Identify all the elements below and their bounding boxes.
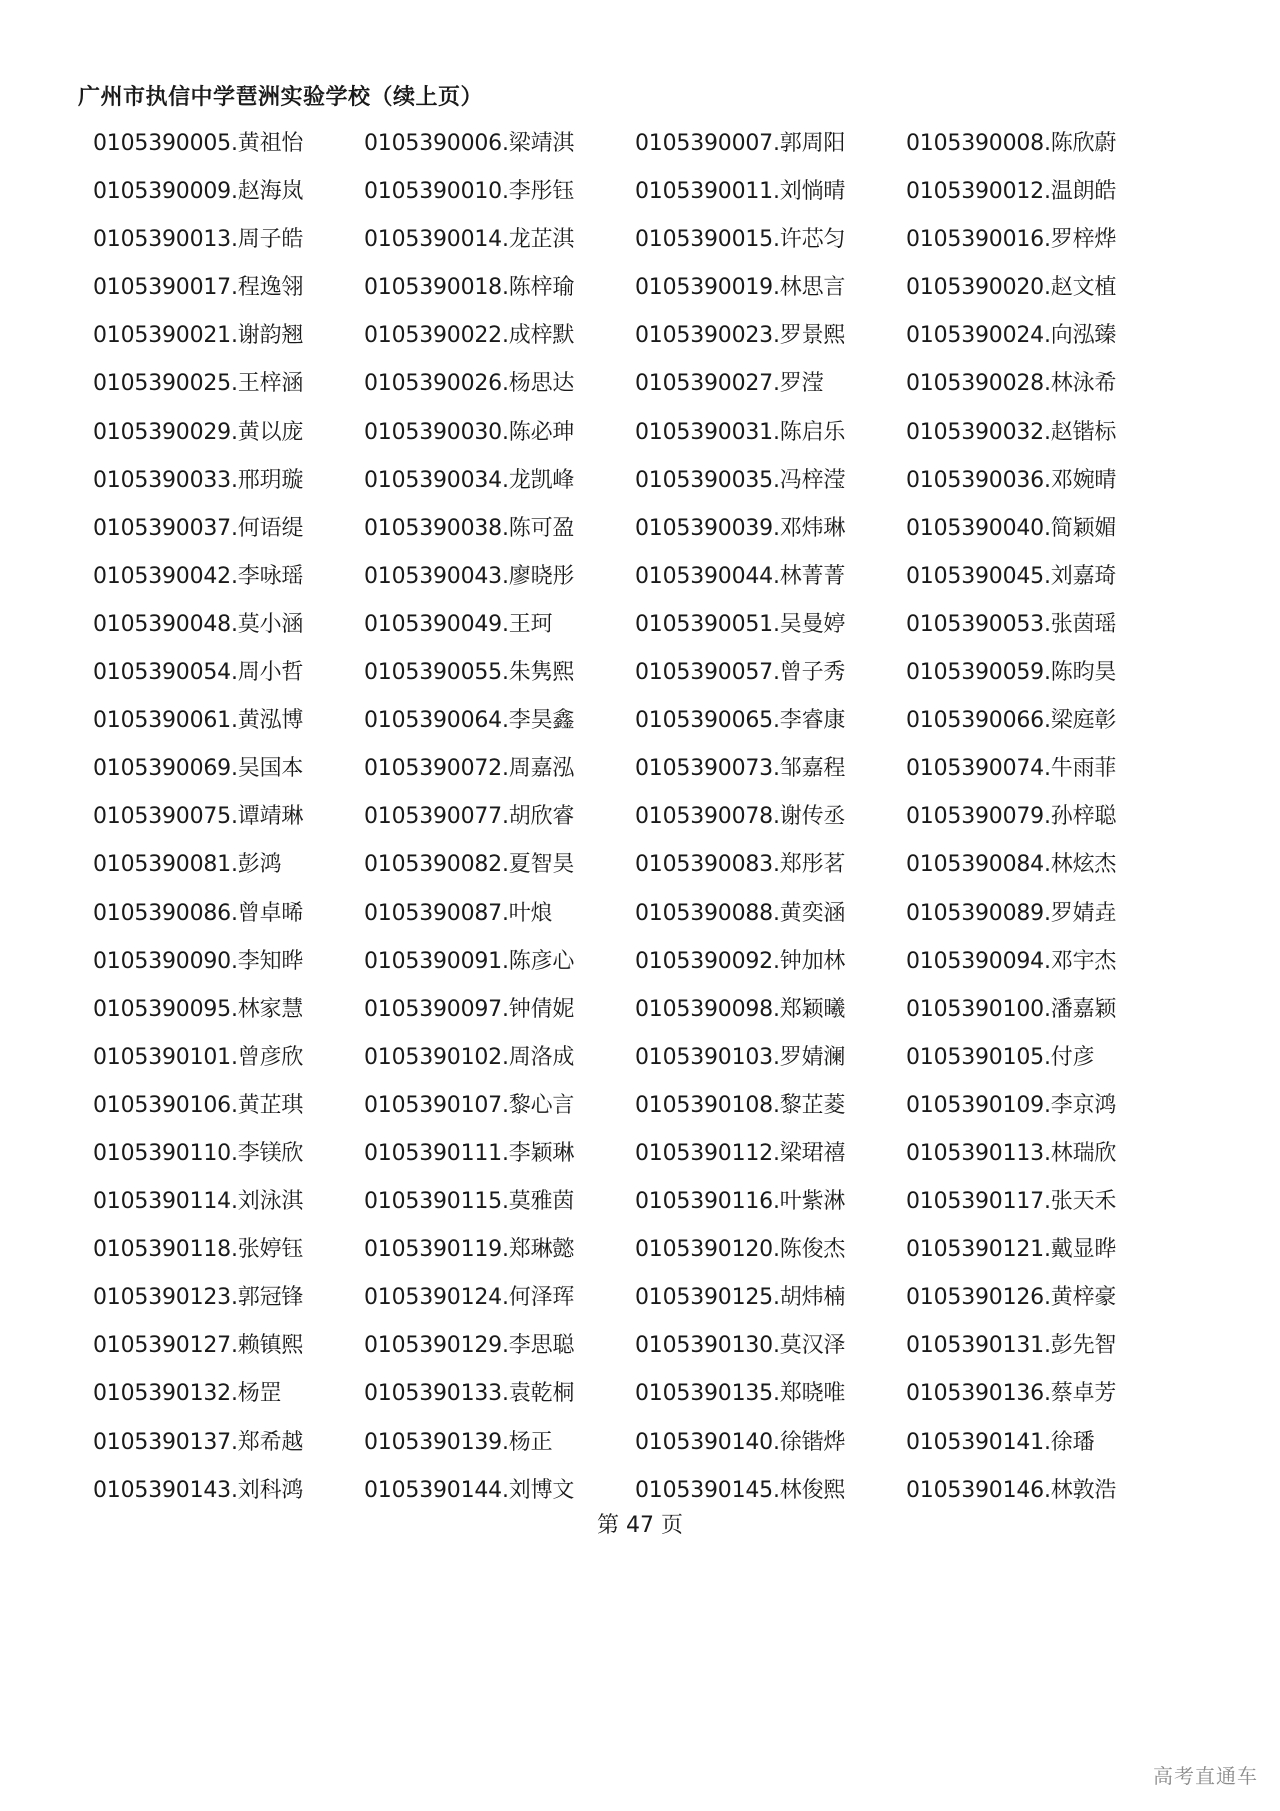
student-entry: 0105390078.谢传丞 — [635, 804, 846, 830]
student-entry: 0105390008.陈欣蔚 — [906, 131, 1117, 156]
student-entry: 0105390113.林瑞欣 — [906, 1140, 1117, 1166]
student-entry: 0105390022.成梓默 — [364, 323, 575, 349]
student-entry: 0105390011.刘惝晴 — [635, 179, 846, 205]
student-entry: 0105390045.刘嘉琦 — [906, 563, 1117, 589]
student-entry: 0105390118.张婷钰 — [93, 1237, 304, 1263]
student-entry: 0105390044.林菁菁 — [635, 563, 846, 589]
student-entry: 0105390084.林炫杰 — [906, 852, 1117, 878]
student-entry: 0105390098.郑颖曦 — [635, 996, 846, 1022]
student-entry: 0105390072.周嘉泓 — [364, 756, 575, 782]
student-entry: 0105390114.刘泳淇 — [93, 1189, 304, 1215]
student-entry: 0105390108.黎芷菱 — [635, 1092, 846, 1118]
student-entry: 0105390132.杨罡 — [93, 1381, 282, 1407]
student-entry: 0105390014.龙芷淇 — [364, 227, 575, 253]
student-entry: 0105390037.何语缇 — [93, 515, 304, 541]
page-number: 第 47 页 — [597, 1513, 683, 1538]
student-entry: 0105390016.罗梓烨 — [906, 227, 1117, 253]
student-entry: 0105390073.邹嘉程 — [635, 756, 846, 782]
student-entry: 0105390053.张茵瑶 — [906, 611, 1117, 637]
student-entry: 0105390081.彭鸿 — [93, 852, 282, 878]
student-entry: 0105390136.蔡卓芳 — [906, 1381, 1117, 1407]
student-entry: 0105390119.郑琳懿 — [364, 1237, 575, 1263]
student-entry: 0105390120.陈俊杰 — [635, 1237, 846, 1263]
student-entry: 0105390033.邢玥璇 — [93, 467, 304, 493]
student-roster — [93, 120, 1213, 1515]
student-entry: 0105390103.罗婧澜 — [635, 1044, 846, 1070]
student-entry: 0105390115.莫雅茵 — [364, 1189, 575, 1215]
student-entry: 0105390127.赖镇熙 — [93, 1333, 304, 1359]
student-entry: 0105390082.夏智昊 — [364, 852, 575, 878]
student-entry: 0105390021.谢韵翘 — [93, 323, 304, 349]
student-entry: 0105390140.徐锴烨 — [635, 1429, 846, 1455]
student-entry: 0105390090.李知晔 — [93, 948, 304, 974]
student-entry: 0105390145.林俊熙 — [635, 1477, 846, 1503]
student-entry: 0105390116.叶紫淋 — [635, 1189, 846, 1215]
student-entry: 0105390101.曾彦欣 — [93, 1044, 304, 1070]
student-entry: 0105390061.黄泓博 — [93, 708, 304, 734]
student-entry: 0105390105.付彦 — [906, 1044, 1095, 1070]
student-entry: 0105390074.牛雨菲 — [906, 756, 1117, 782]
student-entry: 0105390064.李昊鑫 — [364, 708, 575, 734]
student-entry: 0105390130.莫汉泽 — [635, 1333, 846, 1359]
student-entry: 0105390020.赵文植 — [906, 275, 1117, 301]
student-entry: 0105390018.陈梓瑜 — [364, 275, 575, 301]
student-entry: 0105390006.梁靖淇 — [364, 131, 575, 156]
student-entry: 0105390009.赵海岚 — [93, 179, 304, 205]
student-entry: 0105390087.叶烺 — [364, 900, 553, 926]
student-entry: 0105390131.彭先智 — [906, 1333, 1117, 1359]
student-entry: 0105390107.黎心言 — [364, 1092, 575, 1118]
student-entry: 0105390144.刘博文 — [364, 1477, 575, 1503]
student-entry: 0105390126.黄梓豪 — [906, 1285, 1117, 1311]
student-entry: 0105390102.周洛成 — [364, 1044, 575, 1070]
student-entry: 0105390143.刘科鸿 — [93, 1477, 304, 1503]
student-entry: 0105390086.曾卓晞 — [93, 900, 304, 926]
student-entry: 0105390029.黄以庞 — [93, 419, 304, 445]
student-entry: 0105390141.徐璠 — [906, 1429, 1095, 1455]
student-entry: 0105390012.温朗皓 — [906, 179, 1117, 205]
student-entry: 0105390038.陈可盈 — [364, 515, 575, 541]
student-entry: 0105390010.李彤钰 — [364, 179, 575, 205]
student-entry: 0105390051.吴曼婷 — [635, 611, 846, 637]
student-entry: 0105390015.许芯匀 — [635, 227, 846, 253]
student-entry: 0105390019.林思言 — [635, 275, 846, 301]
student-entry: 0105390039.邓炜琳 — [635, 515, 846, 541]
student-entry: 0105390112.梁珺禧 — [635, 1140, 846, 1166]
student-entry: 0105390023.罗景熙 — [635, 323, 846, 349]
student-entry: 0105390059.陈昀昊 — [906, 660, 1117, 686]
student-entry: 0105390110.李镁欣 — [93, 1140, 304, 1166]
student-entry: 0105390139.杨正 — [364, 1429, 553, 1455]
student-entry: 0105390089.罗婧垚 — [906, 900, 1117, 926]
student-entry: 0105390024.向泓臻 — [906, 323, 1117, 349]
student-entry: 0105390091.陈彦心 — [364, 948, 575, 974]
student-entry: 0105390054.周小哲 — [93, 660, 304, 686]
student-entry: 0105390032.赵锴标 — [906, 419, 1117, 445]
student-entry: 0105390092.钟加林 — [635, 948, 846, 974]
student-entry: 0105390049.王珂 — [364, 611, 553, 637]
student-entry: 0105390097.钟倩妮 — [364, 996, 575, 1022]
student-entry: 0105390065.李睿康 — [635, 708, 846, 734]
student-entry: 0105390025.王梓涵 — [93, 371, 304, 397]
student-entry: 0105390027.罗滢 — [635, 371, 824, 397]
student-entry: 0105390137.郑希越 — [93, 1429, 304, 1455]
student-entry: 0105390079.孙梓聪 — [906, 804, 1117, 830]
student-entry: 0105390030.陈必珅 — [364, 419, 575, 445]
student-entry: 0105390121.戴显晔 — [906, 1237, 1117, 1263]
student-entry: 0105390013.周子皓 — [93, 227, 304, 253]
student-entry: 0105390034.龙凯峰 — [364, 467, 575, 493]
student-entry: 0105390043.廖晓彤 — [364, 563, 575, 589]
student-entry: 0105390035.冯梓滢 — [635, 467, 846, 493]
student-entry: 0105390007.郭周阳 — [635, 131, 846, 156]
student-entry: 0105390042.李咏瑶 — [93, 563, 304, 589]
student-entry: 0105390028.林泳希 — [906, 371, 1117, 397]
student-entry: 0105390055.朱隽熙 — [364, 660, 575, 686]
student-entry: 0105390129.李思聪 — [364, 1333, 575, 1359]
student-entry: 0105390135.郑晓唯 — [635, 1381, 846, 1407]
student-entry: 0105390017.程逸翎 — [93, 275, 304, 301]
student-entry: 0105390048.莫小涵 — [93, 611, 304, 637]
student-entry: 0105390095.林家慧 — [93, 996, 304, 1022]
student-entry: 0105390106.黄芷琪 — [93, 1092, 304, 1118]
student-entry: 0105390083.郑彤茗 — [635, 852, 846, 878]
student-entry: 0105390111.李颖琳 — [364, 1140, 575, 1166]
student-entry: 0105390117.张天禾 — [906, 1189, 1117, 1215]
student-entry: 0105390133.袁乾桐 — [364, 1381, 575, 1407]
watermark: 高考直通车 — [1153, 1764, 1258, 1788]
student-entry: 0105390124.何泽珲 — [364, 1285, 575, 1311]
student-entry: 0105390040.简颖媚 — [906, 515, 1117, 541]
student-entry: 0105390066.梁庭彰 — [906, 708, 1117, 734]
student-entry: 0105390100.潘嘉颖 — [906, 996, 1117, 1022]
page-heading: 广州市执信中学琶洲实验学校（续上页） — [78, 85, 484, 110]
student-entry: 0105390026.杨思达 — [364, 371, 575, 397]
student-entry: 0105390069.吴国本 — [93, 756, 304, 782]
student-entry: 0105390005.黄祖怡 — [93, 131, 304, 156]
student-entry: 0105390031.陈启乐 — [635, 419, 846, 445]
student-entry: 0105390146.林敦浩 — [906, 1477, 1117, 1503]
student-entry: 0105390125.胡炜楠 — [635, 1285, 846, 1311]
student-entry: 0105390094.邓宇杰 — [906, 948, 1117, 974]
student-entry: 0105390088.黄奕涵 — [635, 900, 846, 926]
student-entry: 0105390077.胡欣睿 — [364, 804, 575, 830]
student-entry: 0105390075.谭靖琳 — [93, 804, 304, 830]
student-entry: 0105390123.郭冠锋 — [93, 1285, 304, 1311]
student-entry: 0105390036.邓婉晴 — [906, 467, 1117, 493]
student-entry: 0105390109.李京鸿 — [906, 1092, 1117, 1118]
student-entry: 0105390057.曾子秀 — [635, 660, 846, 686]
